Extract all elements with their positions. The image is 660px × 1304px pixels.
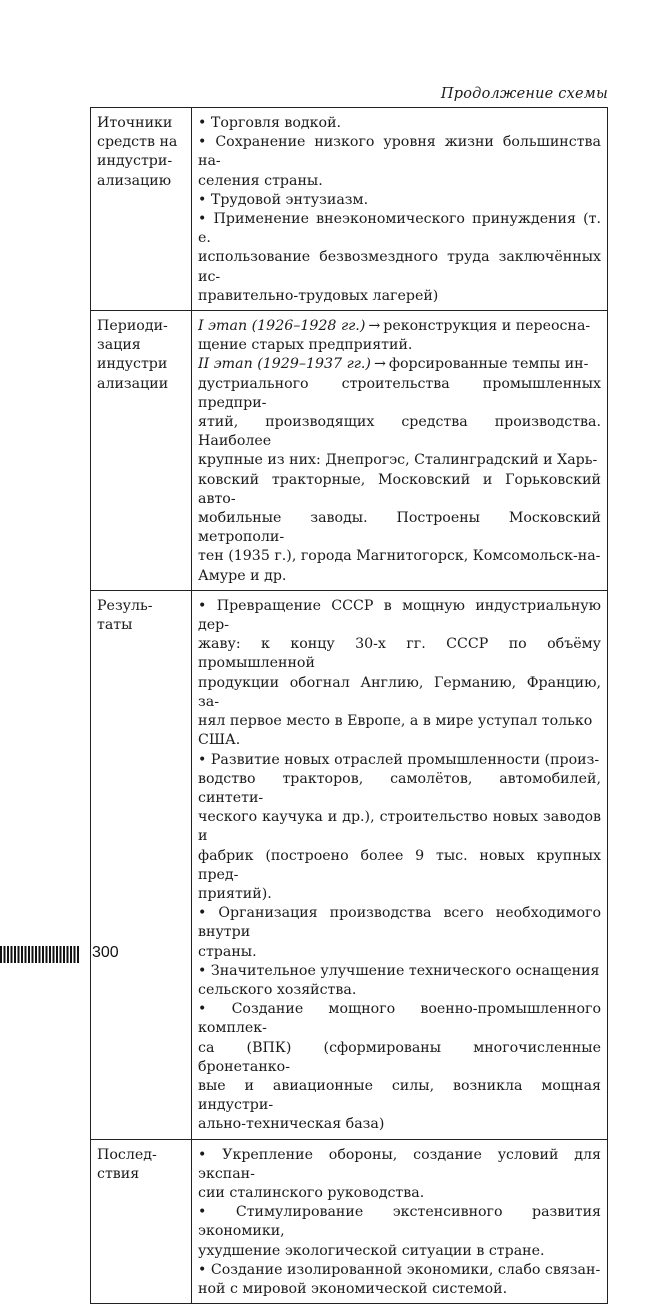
label-line: Периоди-: [97, 318, 168, 335]
text-line: • Организация производства всего необходимого внутри: [198, 905, 601, 941]
row-label-funding-sources: [91, 108, 192, 311]
label-line: ствия: [97, 1165, 140, 1182]
label-line: средств на: [97, 134, 178, 151]
text-line: • Создание мощного военно-промышленного комплек-: [198, 1001, 601, 1037]
stage-1-label: I этап (1926–1928 гг.): [198, 318, 366, 335]
text-line: щение старых предприятий.: [198, 337, 413, 354]
label-line: ализацию: [97, 172, 172, 189]
text-line: • Развитие новых отраслей промышленности (произ-: [198, 751, 600, 768]
text-line: • Превращение СССР в мощную индустриальную дер-: [198, 597, 601, 634]
text-line: • Создание изолированной экономики, слабо связан-: [198, 1261, 601, 1278]
arrow-right-icon: →: [368, 318, 381, 335]
barcode-decoration: [0, 946, 80, 963]
text-line: • Торговля водкой.: [198, 115, 342, 131]
text-line: использование безвозмездного труда заключённых ис-: [198, 249, 601, 285]
arrow-right-icon: →: [373, 356, 386, 373]
row-content-consequences: [192, 1139, 608, 1304]
text-line: приятий).: [198, 885, 272, 902]
text-line: тен (1935 г.), города Магнитогорск, Комсомольск-на-: [198, 548, 601, 565]
text-line: ально-техническая база): [198, 1116, 385, 1133]
text-line: вые и авиационные силы, возникла мощная индустри-: [198, 1077, 601, 1114]
text-line: нял первое место в Европе, а в мире уступал только: [198, 713, 593, 730]
text-line: ной с мировой экономической системой.: [198, 1280, 508, 1297]
text-line: са (ВПК) (сформированы многочисленные бронетанко-: [198, 1039, 601, 1075]
text-line: жаву: к концу 30-х гг. СССР по объёму промышленной: [198, 636, 601, 672]
text-line: ческого каучука и др.), строительство новых заводов и: [198, 809, 601, 845]
label-line: индустри-: [97, 153, 173, 170]
label-line: индустри: [97, 356, 168, 373]
stage-1-text: реконструкция и переосна-: [383, 318, 591, 335]
text-line: сельского хозяйства.: [198, 981, 357, 998]
text-line: США.: [198, 732, 241, 749]
text-line: фабрик (построено более 9 тыс. новых крупных пред-: [198, 847, 601, 883]
label-line: ализации: [97, 375, 169, 392]
row-content-funding-sources: [192, 108, 608, 311]
text-line: ухудшение экологической ситуации в стране.: [198, 1242, 545, 1259]
text-line: • Значительное улучшение технического оснащения: [198, 962, 600, 979]
table-row-results: [91, 590, 608, 1139]
text-line: • Сохранение низкого уровня жизни большинства на-: [198, 134, 601, 170]
page-footer: [0, 941, 120, 967]
row-content-results: [192, 590, 608, 1139]
table-row-periodization: [91, 311, 608, 591]
text-line: селения страны.: [198, 172, 323, 189]
row-label-results: [91, 590, 192, 1139]
text-line: водство тракторов, самолётов, автомобилей, синтети-: [198, 770, 601, 806]
text-line: продукции обогнал Англию, Германию, Францию, за-: [198, 674, 601, 710]
stage-2-label: II этап (1929–1937 гг.): [198, 356, 371, 373]
text-line: мобильные заводы. Построены Московский метрополи-: [198, 510, 601, 546]
row-label-periodization: [91, 311, 192, 591]
stage-2-text: форсированные темпы ин-: [388, 356, 589, 373]
stage-2-line: [198, 355, 601, 374]
text-line: сии сталинского руководства.: [198, 1184, 425, 1201]
row-label-consequences: [91, 1139, 192, 1304]
label-line: Резуль-: [97, 597, 153, 614]
table-row-consequences: [91, 1139, 608, 1304]
row-content-periodization: [192, 311, 608, 591]
label-line: Послед-: [97, 1146, 157, 1163]
text-line: • Укрепление обороны, создание условий для экспан-: [198, 1146, 601, 1182]
label-line: Иточники: [97, 115, 173, 131]
text-line: правительно-трудовых лагерей): [198, 287, 439, 304]
table-row-funding-sources: [91, 108, 608, 311]
stage-1-line: [198, 317, 601, 336]
label-line: зация: [97, 337, 141, 354]
text-line: ковский тракторные, Московский и Горьковский авто-: [198, 471, 601, 507]
text-line: • Трудовой энтузиазм.: [198, 191, 369, 208]
text-line: • Применение внеэкономического принуждения (т. е.: [198, 211, 601, 247]
text-line: дустриального строительства промышленных предпри-: [198, 375, 601, 411]
text-line: крупные из них: Днепрогэс, Сталинградский и Харь-: [198, 452, 598, 469]
history-scheme-table: [90, 107, 608, 1304]
continuation-caption: Продолжение схемы: [440, 86, 608, 102]
text-line: ятий, производящих средства производства. Наиболее: [198, 414, 601, 450]
text-line: • Стимулирование экстенсивного развития экономики,: [198, 1204, 601, 1240]
page-number: 300: [92, 944, 119, 961]
text-line: страны.: [198, 943, 257, 960]
text-line: Амуре и др.: [198, 567, 287, 584]
label-line: таты: [97, 617, 133, 634]
